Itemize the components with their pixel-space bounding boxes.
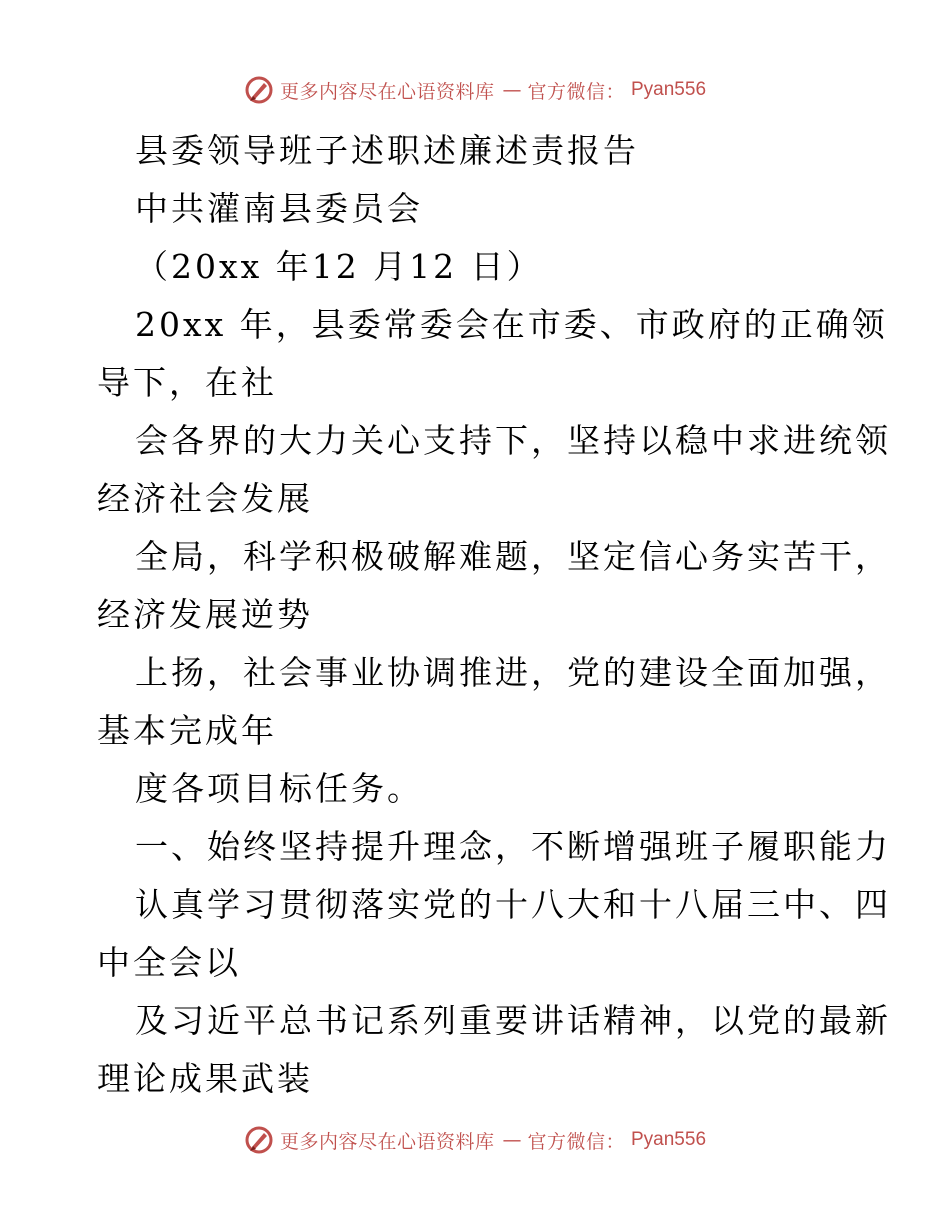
paragraph-line: 上扬，社会事业协调推进，党的建设全面加强， (135, 653, 891, 692)
paragraph-line: 导下，在社 (97, 363, 277, 402)
watermark-wechat-id: Pyan556 (631, 79, 707, 100)
paragraph-line: 理论成果武装 (97, 1059, 313, 1098)
watermark-text: 更多内容尽在心语资料库 (279, 1130, 495, 1153)
doc-title: 县委领导班子述职述廉述责报告 (135, 131, 639, 170)
watermark-wechat-label: 官方微信： (527, 80, 625, 103)
doc-date: （20xx 年12 月12 日） (135, 247, 543, 286)
paragraph-line: 度各项目标任务。 (135, 769, 423, 808)
paragraph-line: 认真学习贯彻落实党的十八大和十八届三中、四 (135, 885, 891, 924)
watermark-wechat-label: 官方微信： (527, 1130, 625, 1153)
watermark-separator: — (502, 1129, 522, 1151)
document-body (97, 122, 891, 1108)
paragraph-line: 基本完成年 (97, 711, 277, 750)
footer-watermark (0, 1122, 950, 1158)
section-heading: 一、始终坚持提升理念，不断增强班子履职能力 (135, 827, 891, 866)
paragraph-line: 会各界的大力关心支持下，坚持以稳中求进统领 (135, 421, 891, 460)
watermark-text: 更多内容尽在心语资料库 (279, 80, 495, 103)
paragraph-line: 经济社会发展 (97, 479, 313, 518)
paragraph-line: 20xx 年，县委常委会在市委、市政府的正确领 (135, 305, 888, 344)
header-watermark (0, 72, 950, 108)
paragraph-line: 及习近平总书记系列重要讲话精神，以党的最新 (135, 1001, 891, 1040)
paragraph-line: 经济发展逆势 (97, 595, 313, 634)
paragraph-line: 全局，科学积极破解难题，坚定信心务实苦干， (135, 537, 891, 576)
pen-logo-icon (244, 75, 274, 105)
paragraph-line: 中全会以 (97, 943, 241, 982)
watermark-wechat-id: Pyan556 (631, 1129, 707, 1150)
pen-logo-icon (244, 1125, 274, 1155)
watermark-separator: — (502, 79, 522, 101)
doc-author: 中共灌南县委员会 (135, 189, 423, 228)
